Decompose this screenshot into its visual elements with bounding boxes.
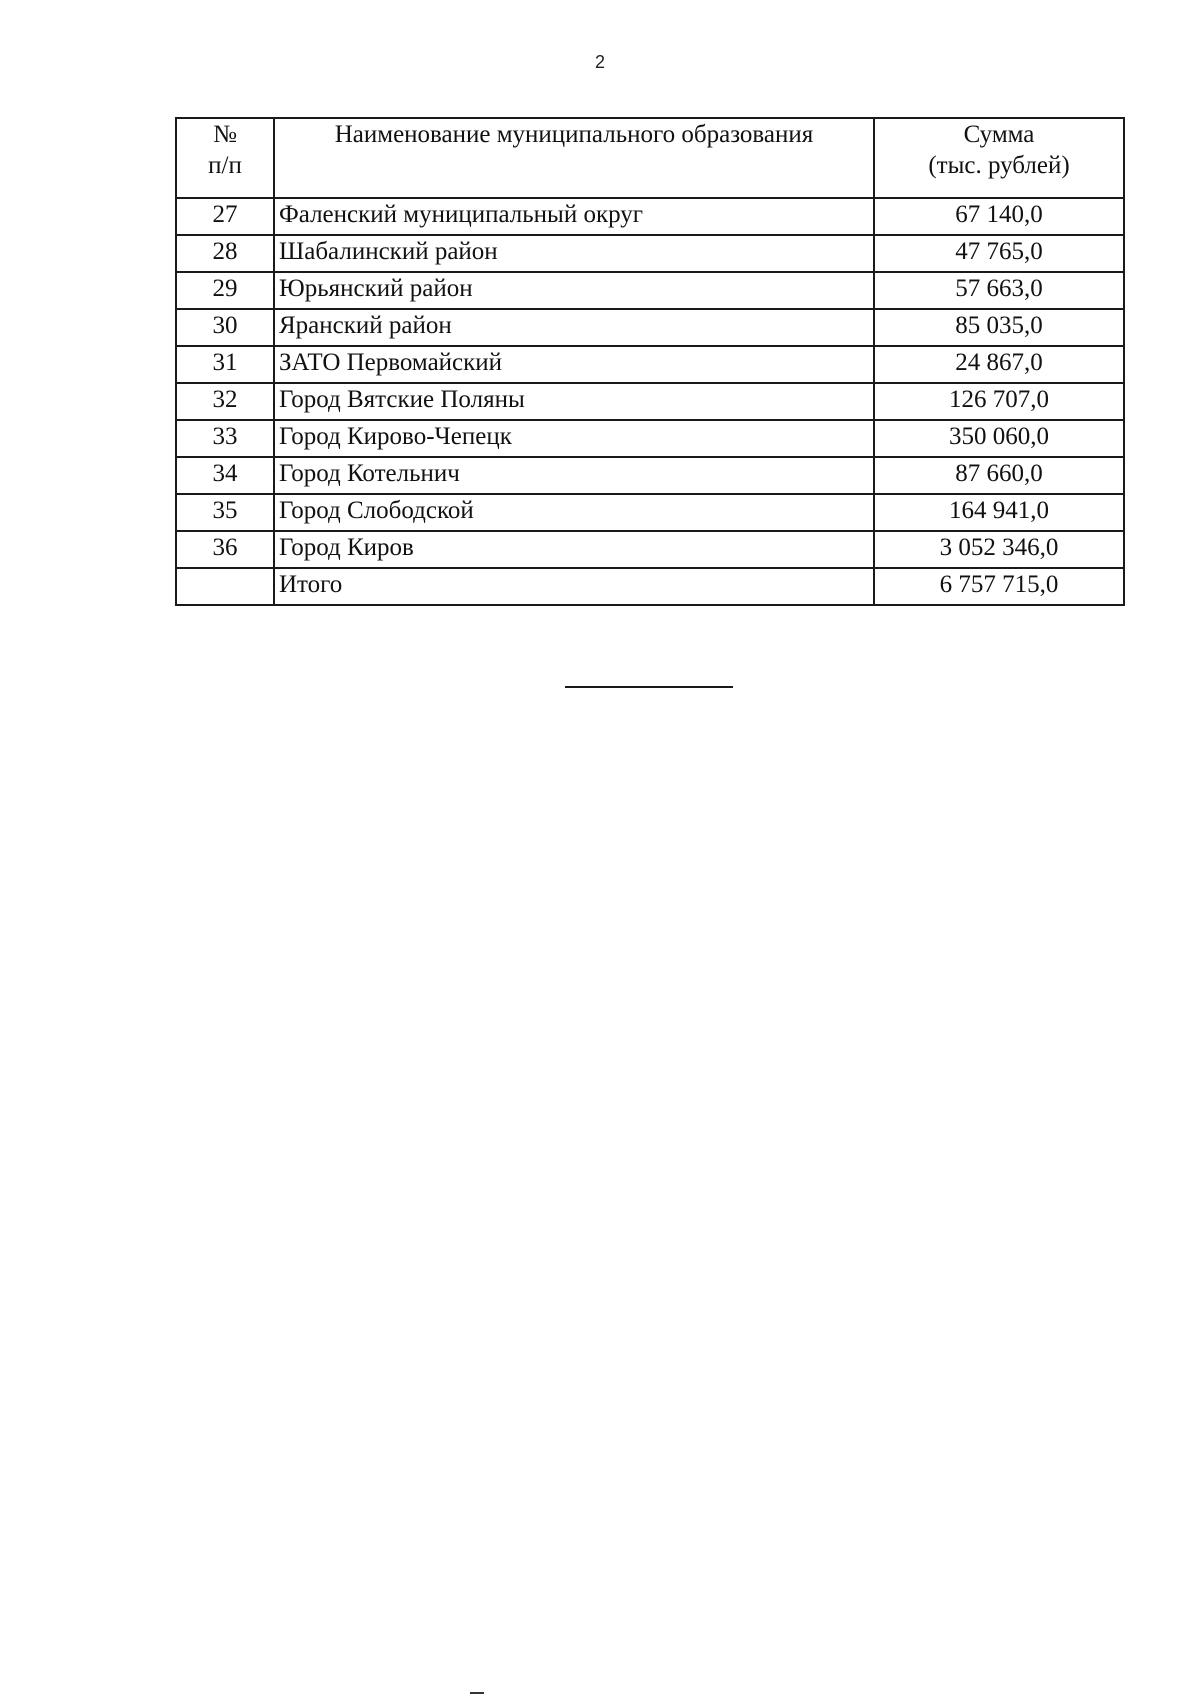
row-name: Город Кирово-Чепецк xyxy=(274,420,874,457)
row-sum: 87 660,0 xyxy=(874,457,1124,494)
table-body xyxy=(176,198,1124,605)
row-number: 29 xyxy=(176,272,274,309)
row-name: Шабалинский район xyxy=(274,235,874,272)
row-sum: 350 060,0 xyxy=(874,420,1124,457)
row-name: Город Вятские Поляны xyxy=(274,383,874,420)
header-number-line1: № xyxy=(213,121,237,148)
table-row xyxy=(176,346,1124,383)
header-name xyxy=(274,118,874,198)
table-row xyxy=(176,272,1124,309)
allocation-table xyxy=(175,117,1125,606)
row-number: 34 xyxy=(176,457,274,494)
table-row xyxy=(176,198,1124,235)
row-number: 35 xyxy=(176,494,274,531)
row-name: ЗАТО Первомайский xyxy=(274,346,874,383)
row-number: 31 xyxy=(176,346,274,383)
row-number: 33 xyxy=(176,420,274,457)
row-name: Город Котельнич xyxy=(274,457,874,494)
table-row xyxy=(176,309,1124,346)
row-sum: 164 941,0 xyxy=(874,494,1124,531)
table-row xyxy=(176,531,1124,568)
row-number: 30 xyxy=(176,309,274,346)
row-name: Город Слободской xyxy=(274,494,874,531)
table-row xyxy=(176,420,1124,457)
header-sum xyxy=(874,118,1124,198)
header-sum-line2: (тыс. рублей) xyxy=(928,152,1070,179)
row-sum: 67 140,0 xyxy=(874,198,1124,235)
table-row xyxy=(176,457,1124,494)
row-sum: 47 765,0 xyxy=(874,235,1124,272)
end-divider-line xyxy=(565,686,733,688)
table-row xyxy=(176,235,1124,272)
row-name: Фаленский муниципальный округ xyxy=(274,198,874,235)
header-sum-line1: Сумма xyxy=(963,121,1035,148)
header-number xyxy=(176,118,274,198)
table-row xyxy=(176,383,1124,420)
row-name: Яранский район xyxy=(274,309,874,346)
row-name: Юрьянский район xyxy=(274,272,874,309)
row-number: 36 xyxy=(176,531,274,568)
footer-mark xyxy=(470,1692,484,1694)
page-number: 2 xyxy=(594,52,605,72)
row-sum: 126 707,0 xyxy=(874,383,1124,420)
table-row xyxy=(176,494,1124,531)
header-row xyxy=(176,118,1124,198)
header-name-text: Наименование муниципального образования xyxy=(334,121,814,148)
total-sum: 6 757 715,0 xyxy=(874,568,1124,605)
row-sum: 24 867,0 xyxy=(874,346,1124,383)
row-number: 27 xyxy=(176,198,274,235)
row-sum: 3 052 346,0 xyxy=(874,531,1124,568)
total-number xyxy=(176,568,274,605)
total-row xyxy=(176,568,1124,605)
row-name: Город Киров xyxy=(274,531,874,568)
row-sum: 85 035,0 xyxy=(874,309,1124,346)
table-header xyxy=(176,118,1124,198)
header-number-line2: п/п xyxy=(208,152,242,179)
total-label: Итого xyxy=(274,568,874,605)
row-number: 28 xyxy=(176,235,274,272)
row-number: 32 xyxy=(176,383,274,420)
row-sum: 57 663,0 xyxy=(874,272,1124,309)
